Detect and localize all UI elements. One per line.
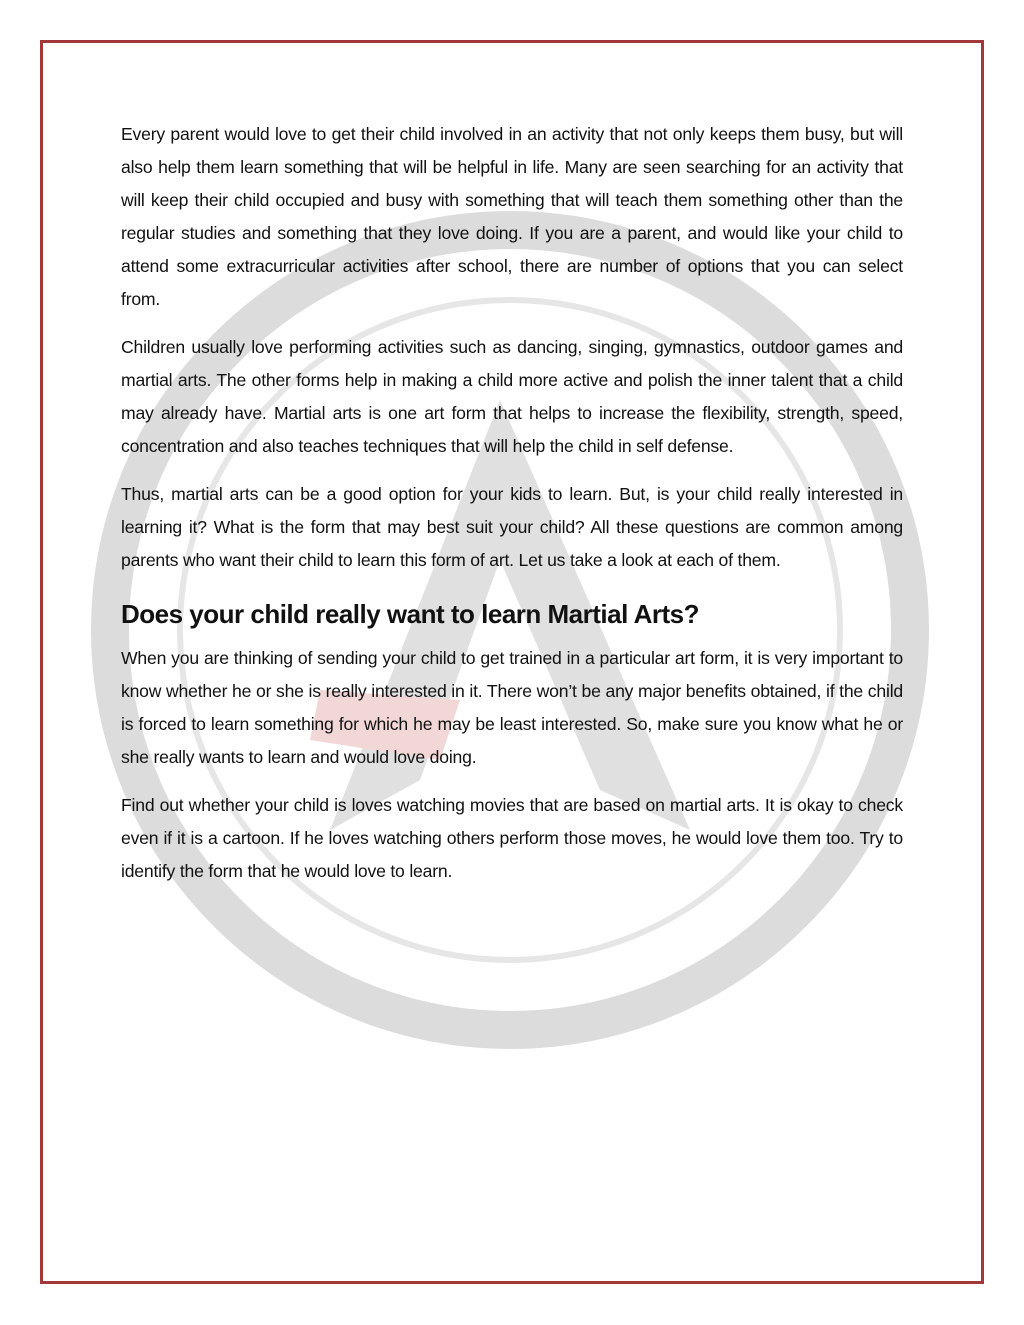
document-body: [121, 118, 903, 903]
paragraph: Thus, martial arts can be a good option for your kids to learn. But, is your child really interested in learning it? What is the form that may best suit your child? All these questions are common among parents who want their child to learn this form of art. Let us take a look at each of them.: [121, 484, 903, 570]
paragraph: Children usually love performing activities such as dancing, singing, gymnastics, outdoor games and martial arts. The other forms help in making a child more active and polish the inner talent that a child may already have. Martial arts is one art form that helps to increase the flexibility, strength, speed, concentration and also teaches techniques that will help the child in self defense.: [121, 337, 903, 456]
paragraph: Find out whether your child is loves watching movies that are based on martial arts. It is okay to check even if it is a cartoon. If he loves watching others perform those moves, he would love them too. Try to identify the form that he would love to learn.: [121, 795, 903, 881]
paragraph: Every parent would love to get their child involved in an activity that not only keeps them busy, but will also help them learn something that will be helpful in life. Many are seen searching for an activity that will keep their child occupied and busy with something that will teach them something other than the regular studies and something that they love doing. If you are a parent, and would like your child to attend some extracurricular activities after school, there are number of options that you can select from.: [121, 124, 903, 309]
section-heading: Does your child really want to learn Martial Arts?: [121, 599, 699, 629]
paragraph: When you are thinking of sending your child to get trained in a particular art form, it is very important to know whether he or she is really interested in it. There won’t be any major benefits obtained, if the child is forced to learn something for which he may be least interested. So, make sure you know what he or she really wants to learn and would love doing.: [121, 648, 903, 767]
